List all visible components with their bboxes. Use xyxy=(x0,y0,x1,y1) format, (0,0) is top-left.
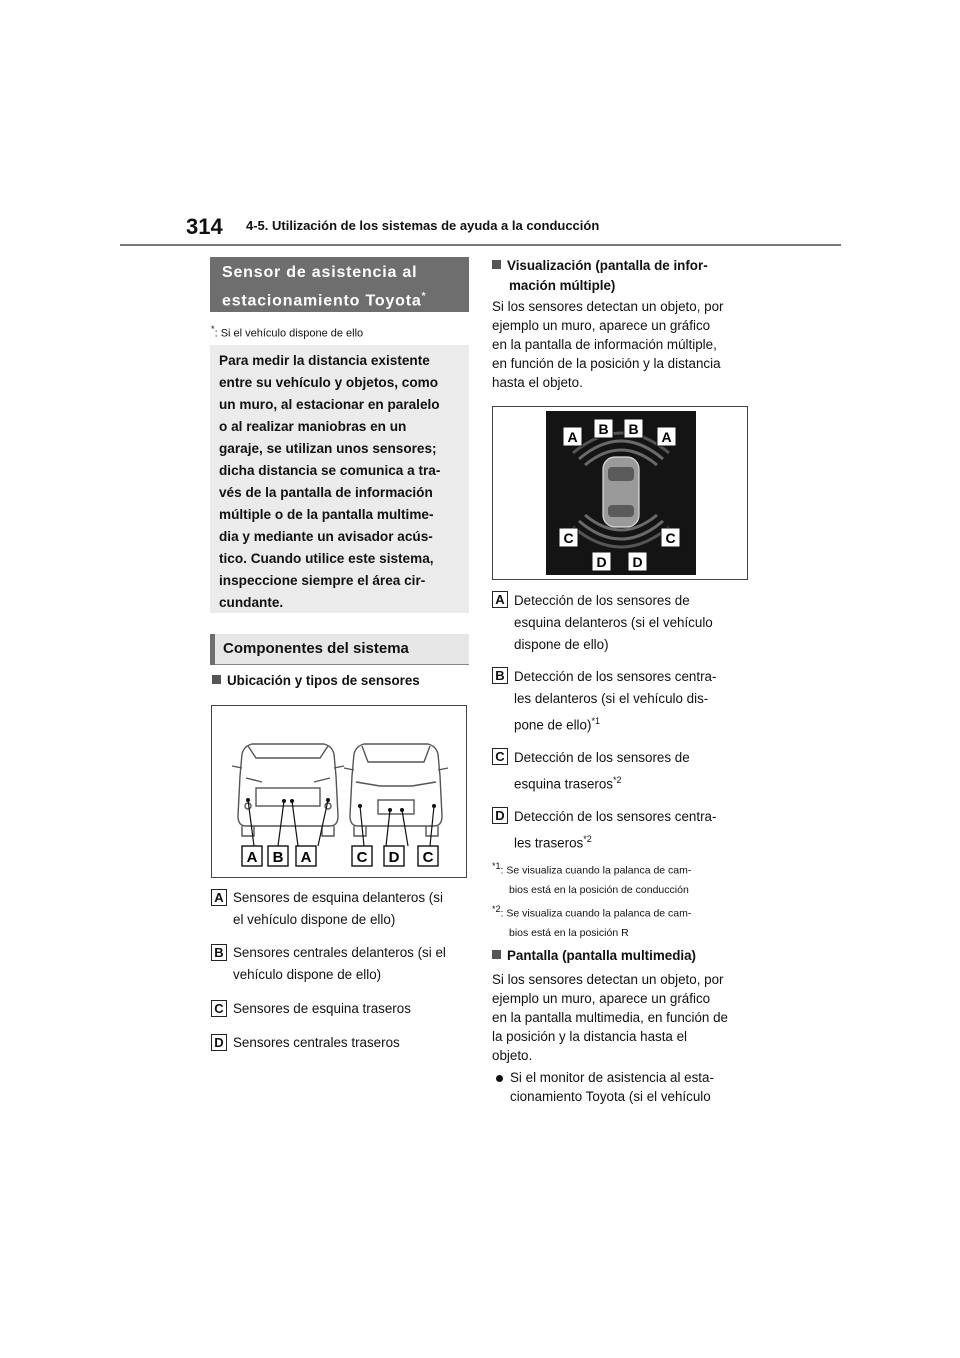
footnote-1: $^{*1}$: Se visualiza cuando la palanca de cam- bios está en la posición de conducción xyxy=(492,861,692,896)
figure-label-d: D xyxy=(388,849,400,866)
figure-label-b: B xyxy=(272,849,284,866)
screen-label-b1: B xyxy=(598,421,609,437)
bullet-text: Si el monitor de asistencia al esta- cionamiento Toyota (si el vehículo xyxy=(510,1070,714,1104)
figure-label-a2: A xyxy=(300,849,312,866)
figure-label-c2: C xyxy=(422,849,434,866)
location-heading: Ubicación y tipos de sensores xyxy=(212,673,420,688)
car-diagram xyxy=(212,706,466,877)
footnote-2: $^{*2}$: Se visualiza cuando la palanca de cam- bios está en la posición R xyxy=(492,904,692,939)
section-title: Sensor de asistencia al estacionamiento Toyota* xyxy=(222,264,427,310)
section-header: 4-5. Utilización de los sistemas de ayuda a la conducción xyxy=(246,218,600,233)
square-bullet-icon xyxy=(212,675,221,684)
legend-letter-b: B xyxy=(211,944,227,961)
display-legend-text-c: Detección de los sensores de esquina traseros$^{*2}$ xyxy=(514,750,690,792)
round-bullet-icon xyxy=(496,1075,503,1082)
display-screen xyxy=(493,407,747,579)
screen-label-c1: C xyxy=(563,530,574,546)
display-legend-letter-d: D xyxy=(492,807,508,824)
multimedia-heading: Pantalla (pantalla multimedia) xyxy=(492,948,696,963)
legend-text-d: Sensores centrales traseros xyxy=(233,1035,400,1050)
legend-text-c: Sensores de esquina traseros xyxy=(233,1001,411,1016)
page-number: 314 xyxy=(186,214,223,239)
screen-label-a1: A xyxy=(567,429,578,445)
display-legend-letter-a: A xyxy=(492,591,508,608)
display-paragraph: Si los sensores detectan un objeto, por ejemplo un muro, aparece un gráfico en la pantalla de información múltiple, en función de la posición y la distancia hasta el objeto. xyxy=(492,299,724,390)
figure-label-c1: C xyxy=(356,849,368,866)
components-title: Componentes del sistema xyxy=(223,640,409,657)
screen-label-d2: D xyxy=(632,554,643,570)
legend-letter-d: D xyxy=(211,1034,227,1051)
legend-text-b: Sensores centrales delanteros (si el vehículo dispone de ello) xyxy=(233,945,446,982)
figure-label-a1: A xyxy=(246,849,258,866)
display-legend-text-d: Detección de los sensores centra- les traseros$^{*2}$ xyxy=(514,809,717,851)
display-legend-text-b: Detección de los sensores centra- les delanteros (si el vehículo dis- pone de ello)$^{*1}$ xyxy=(514,669,717,733)
screen-label-a2: A xyxy=(661,429,672,445)
components-title-bar xyxy=(210,634,469,665)
intro-box xyxy=(210,345,469,613)
screen-label-c2: C xyxy=(665,530,676,546)
display-figure xyxy=(492,406,748,580)
display-legend-letter-b: B xyxy=(492,667,508,684)
header-rule xyxy=(120,244,841,246)
legend-letter-c: C xyxy=(211,1000,227,1017)
screen-label-d1: D xyxy=(596,554,607,570)
legend-letter-a: A xyxy=(211,889,227,906)
display-legend-letter-c: C xyxy=(492,748,508,765)
screen-label-b2: B xyxy=(628,421,639,437)
section-title-bar xyxy=(210,257,469,312)
square-bullet-icon xyxy=(492,260,501,269)
square-bullet-icon xyxy=(492,950,501,959)
intro-text: Para medir la distancia existente entre su vehículo y objetos, como un muro, al estacionar en paralelo o al realizar maniobras en un garaje, se utilizan unos sensores; dicha distancia se comunica a tra- vés de la pantalla de información múltiple o de la pantalla multime- dia y mediante un avisador acús- tico. Cuando utilice este sistema, inspeccione siempre el área cir- cundante. xyxy=(219,353,441,610)
sensor-location-figure xyxy=(211,705,467,878)
display-heading: Visualización (pantalla de infor- mación múltiple) xyxy=(492,256,708,296)
legend-text-a: Sensores de esquina delanteros (si el vehículo dispone de ello) xyxy=(233,890,443,927)
multimedia-paragraph: Si los sensores detectan un objeto, por ejemplo un muro, aparece un gráfico en la pantalla multimedia, en función de la posición y la distancia hasta el objeto. xyxy=(492,972,728,1063)
display-legend-text-a: Detección de los sensores de esquina delanteros (si el vehículo dispone de ello) xyxy=(514,593,713,652)
title-footnote: *: Si el vehículo dispone de ello xyxy=(211,324,364,340)
